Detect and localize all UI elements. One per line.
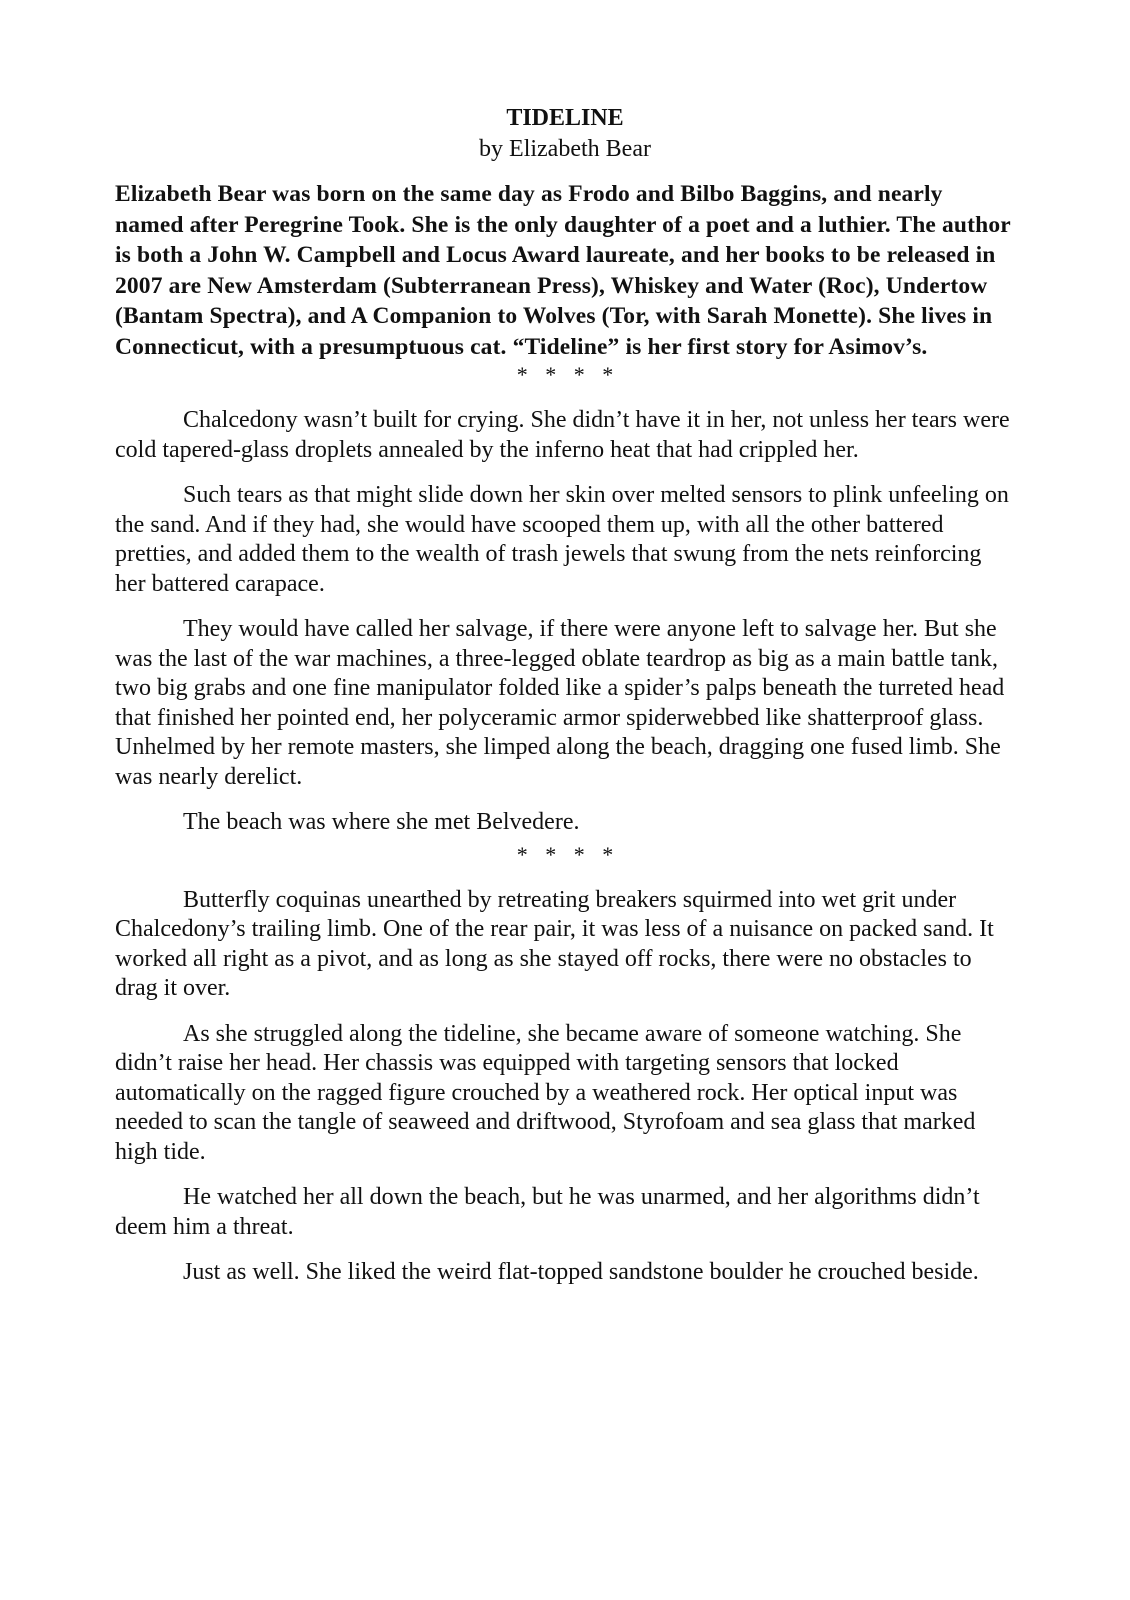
- body-paragraph: He watched her all down the beach, but he was unarmed, and her algorithms didn’t deem him a threat.: [115, 1184, 980, 1240]
- body-paragraph: Butterfly coquinas unearthed by retreating breakers squirmed into wet grit under Chalcedony’s trailing limb. One of the rear pair, it was less of a nuisance on packed sand. It worked all right as a pivot, and as long as she stayed off rocks, there were no obstacles to drag it over.: [115, 886, 994, 1001]
- body-paragraph: Such tears as that might slide down her skin over melted sensors to plink unfeeling on the sand. And if they had, she would have scooped them up, with all the other battered pretties, and added them to the wealth of trash jewels that swung from the nets reinforcing her battered carapace.: [115, 482, 1009, 597]
- section-separator: * * * *: [516, 362, 620, 387]
- body-paragraph: Chalcedony wasn’t built for crying. She didn’t have it in her, not unless her tears were cold tapered-glass droplets annealed by the inferno heat that had crippled her.: [115, 407, 1010, 463]
- story-title: TIDELINE: [506, 105, 624, 131]
- story-byline: by Elizabeth Bear: [479, 136, 651, 162]
- author-bio: Elizabeth Bear was born on the same day as Frodo and Bilbo Baggins, and nearly named after Peregrine Took. She is the only daughter of a poet and a luthier. The author is both a John W. Campbell and Locus Award laureate, and her books to be released in 2007 are New Amsterdam (Subterranean Press), Whiskey and Water (Roc), Undertow (Bantam Spectra), and A Companion to Wolves (Tor, with Sarah Monette). She lives in Connecticut, with a presumptuous cat. “Tideline” is her first story for Asimov’s.: [115, 181, 1011, 360]
- section-separator: * * * *: [516, 841, 620, 867]
- body-paragraph: The beach was where she met Belvedere.: [183, 809, 580, 835]
- body-paragraph: As she struggled along the tideline, she became aware of someone watching. She didn’t raise her head. Her chassis was equipped with targeting sensors that locked automatically on the ragged figure crouched by a weathered rock. Her optical input was needed to scan the tangle of seaweed and driftwood, Styrofoam and sea glass that marked high tide.: [115, 1020, 976, 1165]
- body-paragraph: Just as well. She liked the weird flat-topped sandstone boulder he crouched beside.: [183, 1259, 979, 1285]
- story-page: [115, 103, 1015, 1304]
- body-paragraph: They would have called her salvage, if there were anyone left to salvage her. But she was the last of the war machines, a three-legged oblate teardrop as big as a main battle tank, two big grabs and one fine manipulator folded like a spider’s palps beneath the turreted head that finished her pointed end, her polyceramic armor spiderwebbed like shatterproof glass. Unhelmed by her remote masters, she limped along the beach, dragging one fused limb. She was nearly derelict.: [115, 616, 1005, 790]
